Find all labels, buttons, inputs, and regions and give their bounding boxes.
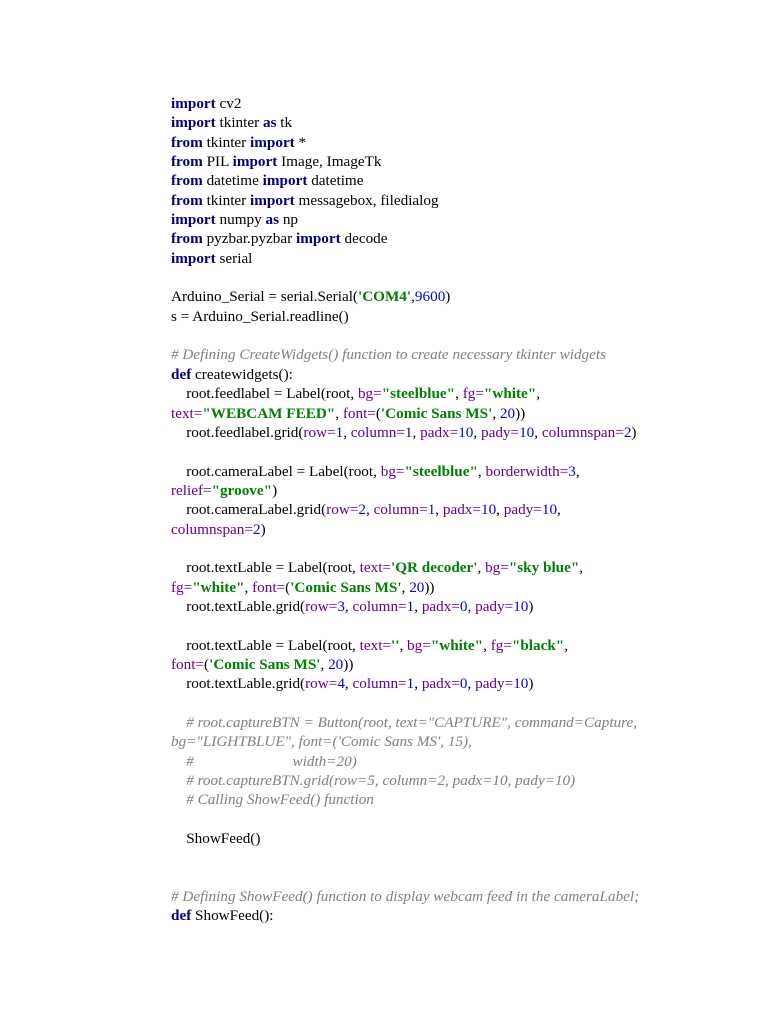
parameter-token: fg= — [171, 578, 193, 596]
code-line — [171, 752, 711, 771]
keyword-token: from — [171, 153, 203, 171]
parameter-token: font= — [342, 404, 376, 422]
string-token: "WEBCAM FEED" — [202, 404, 336, 422]
code-token: messagebox, filedialog — [294, 191, 439, 209]
string-token: "groove" — [211, 481, 273, 499]
string-token: '' — [391, 636, 400, 654]
number-token: 3 — [337, 597, 345, 615]
code-token: , — [411, 288, 415, 306]
code-token: , — [575, 462, 580, 480]
code-line — [171, 790, 711, 809]
code-line — [171, 113, 711, 132]
number-token: 2 — [252, 520, 261, 538]
code-line — [171, 384, 711, 403]
number-token: 9600 — [414, 288, 446, 306]
code-token: Arduino_Serial = serial.Serial( — [171, 288, 358, 306]
code-line — [171, 94, 711, 113]
number-token: 20 — [328, 655, 344, 673]
code-line — [171, 655, 711, 674]
blank-line — [171, 268, 711, 287]
parameter-token: text= — [171, 404, 203, 422]
code-line — [171, 771, 711, 790]
code-line — [171, 191, 711, 210]
string-token: "steelblue" — [404, 462, 478, 480]
code-token: , — [564, 636, 569, 654]
parameter-token: padx= — [442, 501, 481, 519]
code-token: )) — [343, 655, 354, 673]
blank-line — [171, 868, 711, 887]
comment-token: # Defining CreateWidgets() function to create necessary tkinter widgets — [171, 346, 607, 364]
keyword-token: import — [171, 249, 216, 267]
number-token: 20 — [499, 404, 516, 422]
code-token: , — [492, 404, 500, 422]
number-token: 20 — [409, 578, 425, 596]
parameter-token: row= — [326, 501, 359, 519]
code-line — [171, 713, 711, 732]
string-token: "black" — [511, 636, 565, 654]
code-token: , — [412, 423, 421, 441]
number-token: 3 — [568, 462, 576, 480]
code-line — [171, 520, 711, 539]
code-token: serial — [215, 249, 253, 267]
number-token: 1 — [404, 423, 413, 441]
code-token: ) — [445, 288, 451, 306]
code-token: )) — [515, 404, 526, 422]
code-token: root.textLable.grid( — [171, 675, 306, 693]
string-token: 'Comic Sans MS' — [380, 404, 493, 422]
comment-token: # Defining ShowFeed() function to display webcam feed in the cameraLabel; — [171, 888, 640, 906]
number-token: 10 — [513, 597, 529, 615]
code-token: , — [244, 578, 253, 596]
parameter-token: row= — [303, 423, 336, 441]
code-token: )) — [424, 578, 435, 596]
code-line — [171, 133, 711, 152]
parameter-token: row= — [305, 597, 338, 615]
code-token: ) — [260, 520, 266, 538]
number-token: 1 — [335, 423, 344, 441]
code-line — [171, 345, 711, 364]
parameter-token: bg= — [485, 559, 509, 577]
blank-line — [171, 442, 711, 461]
parameter-token: pady= — [475, 597, 514, 615]
number-token: 10 — [519, 423, 535, 441]
parameter-token: borderwidth= — [485, 462, 569, 480]
code-line — [171, 887, 711, 906]
code-line — [171, 597, 711, 616]
code-token: , — [455, 385, 463, 403]
code-token: , — [473, 423, 481, 441]
parameter-token: columnspan= — [541, 423, 624, 441]
keyword-token: def — [171, 907, 192, 925]
comment-token: # width=20) — [171, 752, 357, 770]
code-token: , — [534, 423, 542, 441]
keyword-token: import — [171, 95, 216, 112]
code-token: decode — [340, 230, 388, 248]
code-token: ) — [528, 597, 534, 615]
code-token: , — [401, 578, 410, 596]
code-token: , — [579, 559, 584, 577]
code-token: , — [414, 597, 422, 615]
code-token: , — [467, 675, 476, 693]
code-line — [171, 674, 711, 693]
code-token: , — [477, 462, 486, 480]
keyword-token: import — [250, 133, 295, 151]
code-token: np — [279, 211, 299, 229]
number-token: 10 — [541, 501, 558, 519]
number-token: 1 — [406, 597, 415, 615]
parameter-token: fg= — [462, 385, 484, 403]
parameter-token: relief= — [171, 481, 212, 499]
parameter-token: column= — [350, 423, 405, 441]
keyword-token: as — [265, 211, 280, 229]
code-token: , — [335, 404, 343, 422]
code-token: ( — [285, 578, 291, 596]
parameter-token: pady= — [475, 675, 514, 693]
code-token: root.cameraLabel.grid( — [171, 501, 327, 519]
comment-token: # root.captureBTN = Button(root, text="CAPTURE", command=Capture, — [171, 714, 638, 731]
code-token: root.textLable = Label(root, — [171, 636, 360, 654]
number-token: 10 — [458, 423, 474, 441]
string-token: 'Comic Sans MS' — [209, 655, 321, 673]
code-token: , — [320, 655, 329, 673]
keyword-token: import — [171, 211, 216, 229]
code-token: , — [467, 597, 476, 615]
code-token: , — [365, 501, 374, 519]
code-line — [171, 462, 711, 481]
keyword-token: def — [171, 365, 192, 383]
code-token: createwidgets(): — [191, 365, 293, 383]
keyword-token: from — [171, 133, 203, 151]
parameter-token: columnspan= — [171, 520, 253, 538]
code-token: root.textLable.grid( — [171, 597, 306, 615]
code-line — [171, 423, 711, 442]
code-token: root.feedlabel.grid( — [171, 423, 304, 441]
code-token: datetime — [307, 172, 364, 190]
number-token: 1 — [406, 675, 415, 693]
string-token: "sky blue" — [508, 559, 580, 577]
blank-line — [171, 810, 711, 829]
code-token: ShowFeed(): — [191, 907, 274, 925]
parameter-token: padx= — [421, 675, 460, 693]
keyword-token: from — [171, 172, 203, 190]
code-line — [171, 210, 711, 229]
code-token: , — [557, 501, 561, 519]
code-token: root.cameraLabel = Label(root, — [171, 462, 381, 480]
code-token: ) — [528, 675, 534, 693]
parameter-token: font= — [252, 578, 286, 596]
code-listing — [171, 94, 711, 926]
string-token: "steelblue" — [381, 385, 456, 403]
code-token: ) — [631, 423, 637, 441]
code-token: datetime — [202, 172, 263, 190]
code-token: * — [294, 133, 307, 151]
code-token: cv2 — [215, 95, 242, 112]
number-token: 1 — [427, 501, 436, 519]
code-token: tkinter — [202, 191, 251, 209]
string-token: "white" — [192, 578, 245, 596]
code-line — [171, 365, 711, 384]
parameter-token: bg= — [357, 385, 382, 403]
parameter-token: pady= — [480, 423, 520, 441]
code-token: , — [477, 559, 486, 577]
keyword-token: import — [295, 230, 341, 248]
keyword-token: import — [262, 172, 308, 190]
number-token: 10 — [513, 675, 529, 693]
blank-line — [171, 616, 711, 635]
code-token: , — [536, 385, 541, 403]
comment-token: # root.captureBTN.grid(row=5, column=2, padx=10, pady=10) — [171, 772, 576, 790]
code-line — [171, 636, 711, 655]
code-token: , — [343, 423, 351, 441]
code-line — [171, 404, 711, 423]
keyword-token: import — [250, 191, 295, 209]
keyword-token: as — [262, 114, 277, 132]
parameter-token: text= — [359, 636, 391, 654]
string-token: 'COM4' — [357, 288, 412, 306]
comment-token: bg="LIGHTBLUE", font=('Comic Sans MS', 15), — [171, 733, 472, 751]
code-token: Image, ImageTk — [277, 153, 382, 171]
parameter-token: bg= — [380, 462, 405, 480]
number-token: 2 — [623, 423, 632, 441]
code-line — [171, 481, 711, 500]
string-token: 'QR decoder' — [391, 559, 478, 577]
blank-line — [171, 539, 711, 558]
code-token: tkinter — [202, 133, 251, 151]
blank-line — [171, 694, 711, 713]
string-token: 'Comic Sans MS' — [290, 578, 402, 596]
code-token: ( — [204, 655, 210, 673]
code-token: ( — [375, 404, 381, 422]
string-token: "white" — [430, 636, 484, 654]
parameter-token: padx= — [421, 597, 460, 615]
parameter-token: column= — [352, 597, 407, 615]
code-token: , — [435, 501, 443, 519]
keyword-token: import — [171, 114, 216, 132]
code-token: root.feedlabel = Label(root, — [171, 385, 358, 403]
parameter-token: row= — [305, 675, 338, 693]
code-token: tk — [276, 114, 293, 132]
code-token: , — [344, 675, 353, 693]
string-token: "white" — [483, 385, 537, 403]
code-line — [171, 152, 711, 171]
code-token: root.textLable = Label(root, — [171, 559, 360, 577]
code-line — [171, 829, 711, 848]
keyword-token: import — [232, 153, 278, 171]
code-line — [171, 558, 711, 577]
code-line — [171, 578, 711, 597]
number-token: 10 — [480, 501, 497, 519]
parameter-token: bg= — [407, 636, 431, 654]
code-line — [171, 249, 711, 268]
parameter-token: pady= — [503, 501, 542, 519]
code-token: , — [414, 675, 422, 693]
code-token: , — [483, 636, 491, 654]
number-token: 2 — [358, 501, 366, 519]
parameter-token: column= — [352, 675, 407, 693]
code-token: pyzbar.pyzbar — [202, 230, 296, 248]
code-token: s = Arduino_Serial.readline() — [171, 307, 349, 325]
code-line — [171, 732, 711, 751]
code-line — [171, 500, 711, 519]
parameter-token: font= — [171, 655, 205, 673]
keyword-token: from — [171, 230, 203, 248]
number-token: 0 — [459, 597, 468, 615]
parameter-token: column= — [373, 501, 428, 519]
code-line — [171, 229, 711, 248]
code-token: numpy — [215, 211, 266, 229]
comment-token: # Calling ShowFeed() function — [171, 791, 374, 809]
code-token: , — [344, 597, 353, 615]
code-line — [171, 307, 711, 326]
code-line — [171, 906, 711, 925]
blank-line — [171, 326, 711, 345]
code-token: , — [496, 501, 504, 519]
number-token: 0 — [459, 675, 468, 693]
code-line — [171, 287, 711, 306]
code-token: ShowFeed() — [171, 830, 261, 848]
keyword-token: from — [171, 191, 203, 209]
parameter-token: fg= — [490, 636, 512, 654]
parameter-token: padx= — [420, 423, 459, 441]
code-line — [171, 171, 711, 190]
code-token: tkinter — [215, 114, 263, 132]
code-token: , — [399, 636, 408, 654]
code-token: PIL — [202, 153, 233, 171]
blank-line — [171, 848, 711, 867]
code-token: ) — [272, 481, 278, 499]
number-token: 4 — [337, 675, 345, 693]
parameter-token: text= — [359, 559, 391, 577]
